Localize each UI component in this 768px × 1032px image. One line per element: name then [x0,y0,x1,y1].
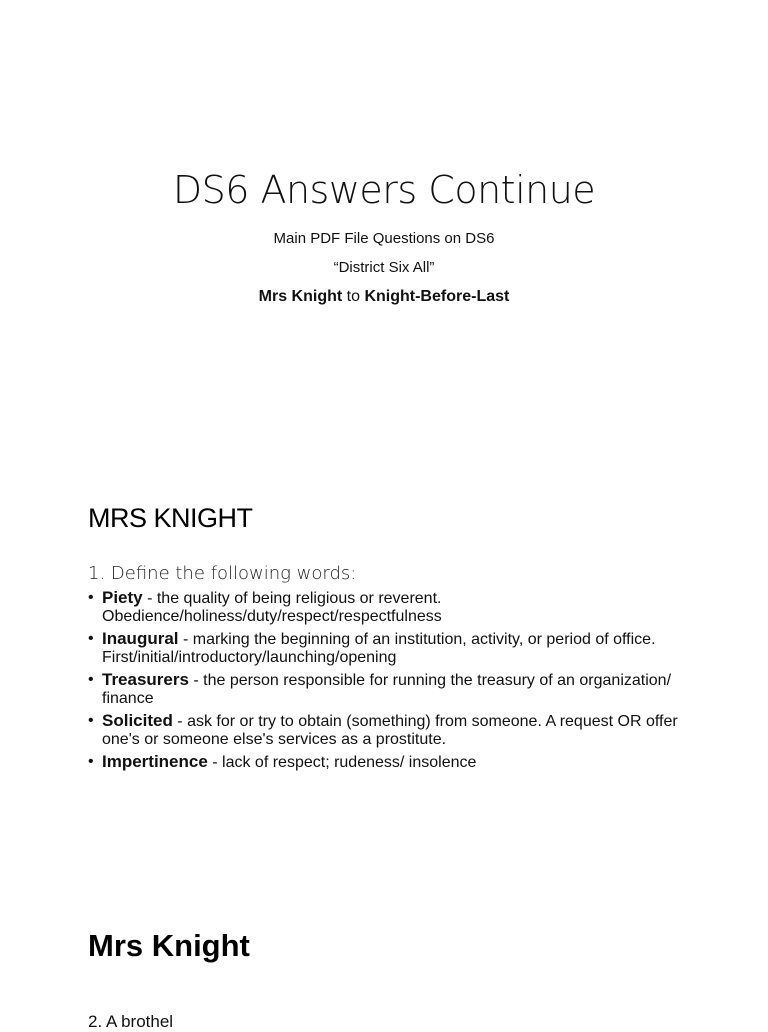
subtitle-source: Main PDF File Questions on DS6 [273,230,495,247]
range-connector: to [346,288,360,305]
definition-text: - the quality of being religious or reverent. Obedience/holiness/duty/respect/respectfulness [102,590,442,625]
definition-item [88,671,688,708]
bullet-icon: • [88,589,94,606]
title-slide [0,0,768,430]
definition-text: - ask for or try to obtain (something) from someone. A request OR offer one's or someone else's services as a prostitute. [102,713,678,748]
definition-text: - the person responsible for running the treasury of an organization/ finance [102,672,672,707]
range-end: Knight-Before-Last [364,288,510,305]
definition-list [88,589,688,776]
bullet-icon: • [88,712,94,729]
answer-slide [0,870,768,1031]
definition-term: Solicited [102,711,173,730]
range-start: Mrs Knight [258,288,343,305]
bullet-icon: • [88,671,94,688]
definition-text: - lack of respect; rudeness/ insolence [207,754,477,771]
definition-text: - marking the beginning of an institution, activity, or period of office. First/initial/introductory/launching/opening [102,631,656,666]
definition-item [88,630,688,667]
definition-item [88,712,688,749]
definition-term: Inaugural [102,629,179,648]
definition-item [88,753,688,772]
answer-text: 2. A brothel [88,1012,174,1031]
bullet-icon: • [88,630,94,647]
subtitle-range [0,287,768,307]
page-title: DS6 Answers Continue [172,168,596,212]
section-heading: MRS KNIGHT [88,503,253,533]
definition-term: Piety [102,588,143,607]
section-heading-2: Mrs Knight [88,928,250,963]
subtitle-book: “District Six All” [333,259,435,276]
definition-item [88,589,688,626]
definition-term: Treasurers [102,670,189,689]
question-prompt: 1. Define the following words: [88,563,357,584]
definition-term: Impertinence [102,752,208,771]
bullet-icon: • [88,753,94,770]
definitions-slide [0,430,768,870]
